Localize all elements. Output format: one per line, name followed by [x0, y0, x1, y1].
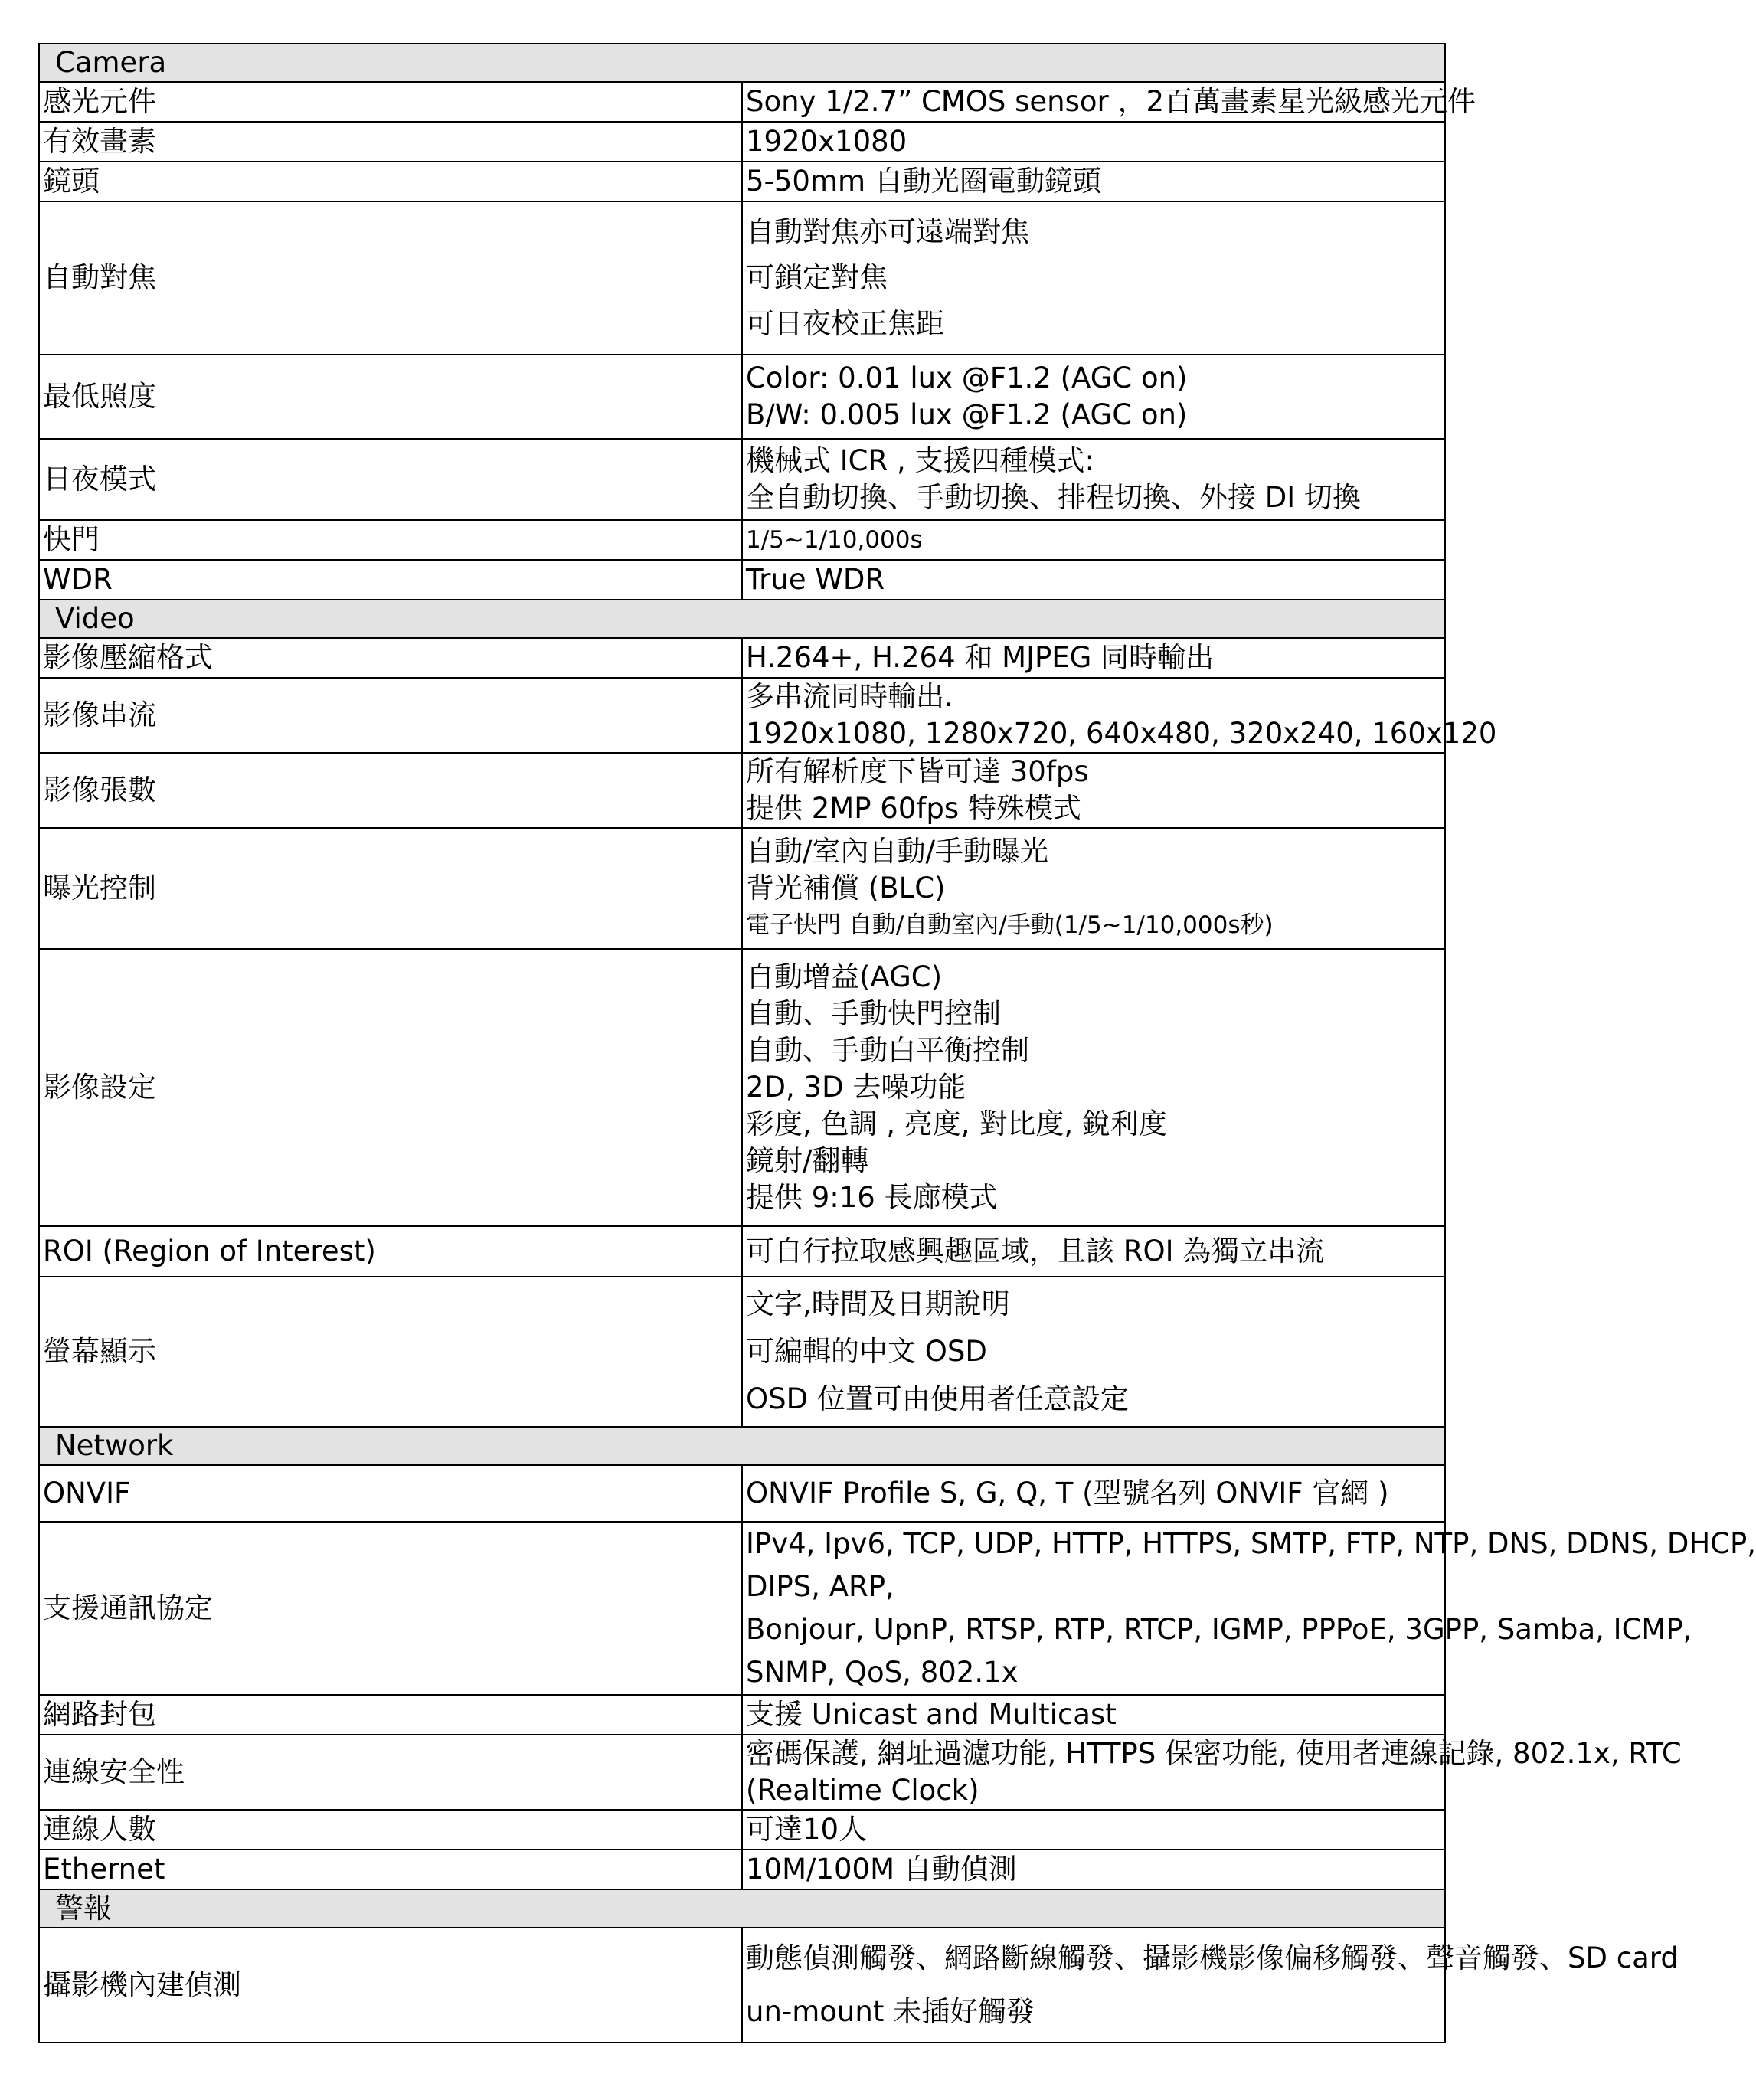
spec-value — [742, 638, 1445, 678]
spec-row — [39, 520, 1445, 560]
spec-value-line: ONVIF Profile S, G, Q, T (型號名列 ONVIF 官網 ) — [746, 1477, 1389, 1510]
spec-value-line: H.264+, H.264 和 MJPEG 同時輸出 — [746, 641, 1215, 674]
spec-value-line: 自動、手動白平衡控制 — [746, 1034, 1029, 1067]
spec-row — [39, 162, 1445, 201]
spec-value-line: 1/5~1/10,000s — [746, 526, 923, 554]
spec-row — [39, 122, 1445, 162]
spec-value — [742, 162, 1445, 201]
spec-value-line: 可日夜校正焦距 — [746, 307, 944, 340]
spec-value-line: 所有解析度下皆可達 30fps — [746, 755, 1089, 788]
spec-value — [742, 560, 1445, 600]
section-row-video — [39, 600, 1445, 638]
spec-value — [742, 520, 1445, 560]
spec-label: 自動對焦 — [39, 201, 742, 355]
spec-value-line: 彩度, 色調 , 亮度, 對比度, 銳利度 — [746, 1107, 1167, 1140]
spec-value — [742, 949, 1445, 1226]
spec-row — [39, 1850, 1445, 1889]
spec-label: 影像設定 — [39, 949, 742, 1226]
spec-label: 最低照度 — [39, 355, 742, 439]
spec-value — [742, 82, 1476, 122]
spec-row — [39, 355, 1445, 439]
spec-value-line: 動態偵測觸發、網路斷線觸發、攝影機影像偏移觸發、聲音觸發、SD card — [746, 1941, 1679, 1974]
spec-row — [39, 949, 1445, 1226]
spec-label: ONVIF — [39, 1465, 742, 1522]
spec-value — [742, 1522, 1756, 1695]
spec-label: 網路封包 — [39, 1695, 742, 1735]
spec-row — [39, 1928, 1445, 2043]
spec-value-line: 機械式 ICR , 支援四種模式: — [746, 444, 1094, 477]
spec-value-line: 背光補償 (BLC) — [746, 872, 946, 904]
spec-label: Ethernet — [39, 1850, 742, 1889]
spec-label: 連線安全性 — [39, 1735, 742, 1810]
spec-label: 影像壓縮格式 — [39, 638, 742, 678]
spec-value-line: 鏡射/翻轉 — [746, 1144, 869, 1177]
spec-value-line: 1920x1080 — [746, 125, 907, 158]
spec-value-line: 提供 2MP 60fps 特殊模式 — [746, 792, 1081, 825]
spec-row — [39, 1522, 1445, 1695]
spec-value-line: 支援 Unicast and Multicast — [746, 1698, 1117, 1731]
spec-row — [39, 753, 1445, 828]
spec-row — [39, 828, 1445, 949]
spec-row — [39, 439, 1445, 520]
spec-label: 攝影機內建偵測 — [39, 1928, 742, 2043]
spec-label: 支援通訊協定 — [39, 1522, 742, 1695]
spec-label: 影像串流 — [39, 678, 742, 753]
spec-value — [742, 1226, 1445, 1277]
spec-label: WDR — [39, 560, 742, 600]
spec-value-line: 提供 9:16 長廊模式 — [746, 1181, 998, 1214]
spec-value-line: 文字,時間及日期說明 — [746, 1287, 1010, 1320]
spec-row — [39, 1465, 1445, 1522]
spec-label: 日夜模式 — [39, 439, 742, 520]
spec-value-line: SNMP, QoS, 802.1x — [746, 1656, 1019, 1689]
spec-value — [742, 201, 1445, 355]
spec-label: 螢幕顯示 — [39, 1277, 742, 1427]
spec-value-line: 可自行拉取感興趣區域，且該 ROI 為獨立串流 — [746, 1235, 1325, 1268]
spec-value — [742, 1928, 1679, 2043]
spec-value-line: 可編輯的中文 OSD — [746, 1335, 987, 1368]
spec-row — [39, 638, 1445, 678]
spec-value-line: B/W: 0.005 lux @F1.2 (AGC on) — [746, 398, 1188, 431]
spec-value-line: Bonjour, UpnP, RTSP, RTP, RTCP, IGMP, PPPoE, 3GPP, Samba, ICMP, — [746, 1613, 1692, 1646]
section-title: Video — [39, 600, 1445, 638]
spec-value-line: 自動、手動快門控制 — [746, 997, 1001, 1030]
spec-value-line: 10M/100M 自動偵測 — [746, 1853, 1017, 1886]
spec-row — [39, 1695, 1445, 1735]
spec-value — [742, 122, 1445, 162]
spec-row — [39, 1735, 1445, 1810]
section-row-alarm — [39, 1889, 1445, 1928]
spec-label: 影像張數 — [39, 753, 742, 828]
spec-value-line: 多串流同時輸出. — [746, 680, 953, 713]
spec-value — [742, 1277, 1445, 1427]
spec-table-body — [39, 44, 1756, 2043]
spec-value-line: Color: 0.01 lux @F1.2 (AGC on) — [746, 361, 1188, 394]
spec-row — [39, 560, 1445, 600]
spec-value-line: OSD 位置可由使用者任意設定 — [746, 1382, 1129, 1415]
spec-value-line: 電子快門 自動/自動室內/手動(1/5~1/10,000s秒) — [746, 911, 1274, 939]
spec-label: 曝光控制 — [39, 828, 742, 949]
spec-value-line: True WDR — [746, 563, 885, 596]
spec-value — [742, 1810, 1445, 1850]
spec-table — [38, 43, 1756, 2043]
spec-value-line: 可鎖定對焦 — [746, 261, 888, 294]
spec-row — [39, 678, 1445, 753]
spec-value — [742, 1735, 1682, 1810]
section-title: 警報 — [39, 1889, 1445, 1928]
spec-value — [742, 678, 1497, 753]
spec-value-line: 自動增益(AGC) — [746, 960, 943, 993]
spec-label: 鏡頭 — [39, 162, 742, 201]
section-row-camera — [39, 44, 1445, 82]
spec-value-line: un-mount 未插好觸發 — [746, 1995, 1035, 2028]
spec-value-line: 2D, 3D 去噪功能 — [746, 1071, 966, 1104]
spec-row — [39, 82, 1445, 122]
section-title: Camera — [39, 44, 1445, 82]
spec-row — [39, 1810, 1445, 1850]
spec-value-line: 密碼保護, 網址過濾功能, HTTPS 保密功能, 使用者連線記錄, 802.1x, RTC — [746, 1737, 1682, 1770]
spec-value — [742, 439, 1445, 520]
spec-row — [39, 1277, 1445, 1427]
spec-value-line: 5-50mm 自動光圈電動鏡頭 — [746, 165, 1101, 198]
spec-value — [742, 355, 1445, 439]
spec-label: 快門 — [39, 520, 742, 560]
section-row-network — [39, 1427, 1445, 1465]
spec-value — [742, 828, 1445, 949]
spec-value-line: DIPS, ARP, — [746, 1570, 894, 1603]
spec-value-line: 可達10人 — [746, 1813, 868, 1846]
spec-value-line: Sony 1/2.7” CMOS sensor ，2百萬畫素星光級感光元件 — [746, 85, 1476, 118]
spec-label: 感光元件 — [39, 82, 742, 122]
spec-value-line: 自動/室內自動/手動曝光 — [746, 835, 1048, 868]
spec-value-line: (Realtime Clock) — [746, 1774, 979, 1807]
spec-label: ROI (Region of Interest) — [39, 1226, 742, 1277]
spec-row — [39, 1226, 1445, 1277]
spec-value — [742, 1695, 1445, 1735]
section-title: Network — [39, 1427, 1445, 1465]
spec-value-line: 全自動切換、手動切換、排程切換、外接 DI 切換 — [746, 481, 1361, 514]
spec-value — [742, 753, 1445, 828]
spec-value — [742, 1850, 1445, 1889]
spec-value — [742, 1465, 1445, 1522]
spec-label: 連線人數 — [39, 1810, 742, 1850]
spec-label: 有效畫素 — [39, 122, 742, 162]
spec-value-line: 自動對焦亦可遠端對焦 — [746, 215, 1029, 248]
spec-row — [39, 201, 1445, 355]
spec-value-line: 1920x1080, 1280x720, 640x480, 320x240, 160x120 — [746, 717, 1497, 750]
spec-value-line: IPv4, Ipv6, TCP, UDP, HTTP, HTTPS, SMTP, FTP, NTP, DNS, DDNS, DHCP, — [746, 1527, 1756, 1560]
